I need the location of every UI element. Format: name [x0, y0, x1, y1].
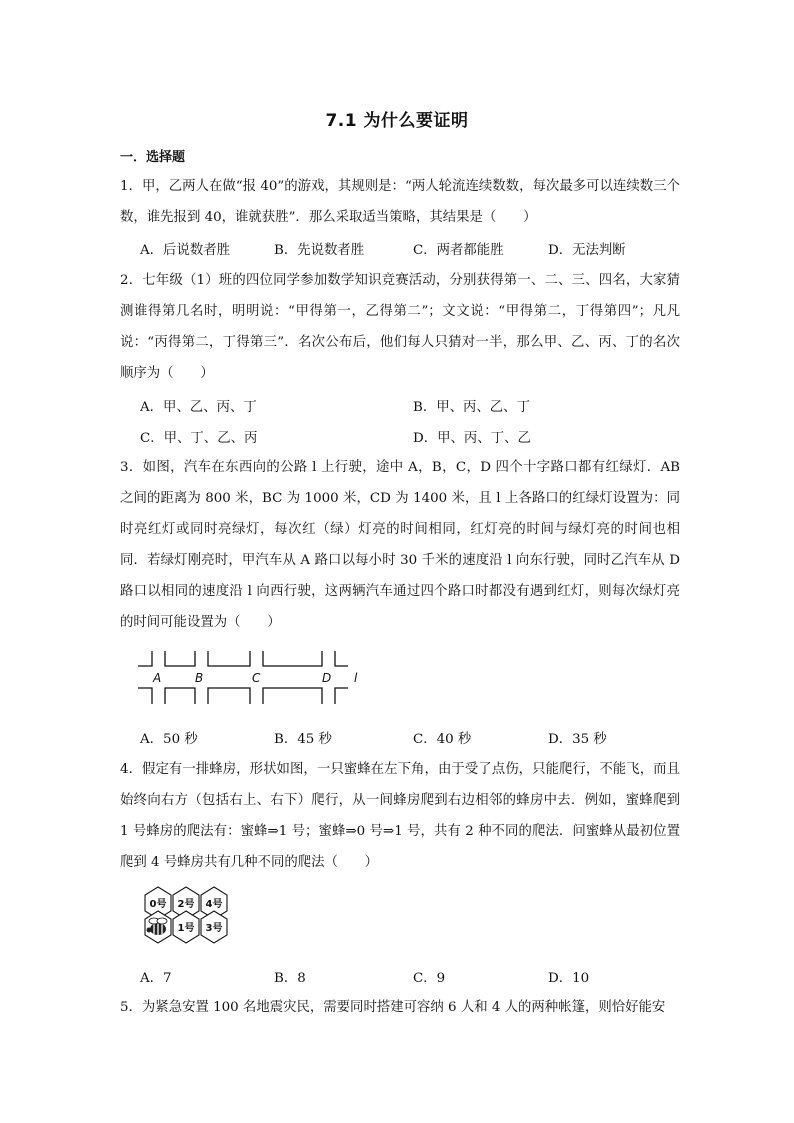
- option-c: C．两者都能胜: [413, 243, 504, 258]
- cell-3-label: 3号: [205, 923, 223, 934]
- section-heading: 一．选择题: [120, 150, 186, 165]
- question-5: 5．为紧急安置 100 名地震灾民，需要同时搭建可容纳 6 人和 4 人的两种帐篷，则恰好能安: [120, 1000, 666, 1015]
- page-title: 7.1 为什么要证明: [325, 111, 469, 131]
- option-b: B．先说数者胜: [274, 243, 365, 258]
- question-3-options: [140, 728, 700, 748]
- cell-2-label: 2号: [177, 899, 195, 910]
- option-c: C．40 秒: [413, 732, 472, 747]
- option-a: A．7: [140, 971, 172, 986]
- option-b: B．8: [274, 971, 306, 986]
- question-1: 1．甲，乙两人在做“报 40”的游戏，其规则是：“两人轮流连续数数，每次最多可以连续数三个数，谁先报到 40，谁就获胜”．那么采取适当策略，其结果是（ ）: [120, 179, 680, 225]
- question-4: 4．假定有一排蜂房，形状如图，一只蜜蜂在左下角，由于受了点伤，只能爬行，不能飞，而且始终向右方（包括右上、右下）爬行，从一间蜂房爬到右边相邻的蜂房中去．例如，蜜蜂爬到 1 号蜂房的爬法有：蜜蜂⇒1 号；蜜蜂⇒0 号⇒1 号，共有 2 种不同的爬法．问蜜蜂从最初位置爬到 4 号蜂房共有几种不同的爬法（ ）: [120, 762, 680, 870]
- cell-0-label: 0号: [149, 899, 167, 910]
- label-a: A: [153, 671, 162, 685]
- label-b: B: [195, 671, 204, 685]
- question-1-options: [140, 239, 700, 259]
- option-d: D．10: [548, 971, 590, 986]
- label-c: C: [252, 671, 261, 685]
- option-d: D．35 秒: [548, 732, 607, 747]
- option-d: D．甲、丙、丁、乙: [413, 431, 531, 446]
- question-2-options-row2: [140, 427, 700, 447]
- honeycomb-figure: [138, 877, 248, 957]
- question-4-options: [140, 967, 700, 987]
- question-2-options-row1: [140, 396, 700, 416]
- option-b: B．45 秒: [274, 732, 332, 747]
- cell-4-label: 4号: [205, 899, 223, 910]
- question-2: 2．七年级（1）班的四位同学参加数学知识竞赛活动，分别获得第一、二、三、四名，大家猜测谁得第几名时，明明说：“甲得第一，乙得第二”；文文说：“甲得第二，丁得第四”；凡凡说：“丙得第二，丁得第三”．名次公布后，他们每人只猜对一半，那么甲、乙、丙、丁的名次顺序为（ ）: [120, 273, 680, 381]
- cell-1-label: 1号: [177, 923, 195, 934]
- option-a: A．后说数者胜: [140, 243, 231, 258]
- question-3: 3．如图，汽车在东西向的公路 l 上行驶，途中 A，B，C，D 四个十字路口都有红绿灯．AB 之间的距离为 800 米，BC 为 1000 米，CD 为 1400 米，且 l 上各路口的红绿灯设置为：同时亮红灯或同时亮绿灯，每次红（绿）灯亮的时间相同，红灯亮的时间与绿灯亮的时间也相同．若绿灯刚亮时，甲汽车从 A 路口以每小时 30 千米的速度沿 l 向东行驶，同时乙汽车从 D 路口以相同的速度沿 l 向西行驶，这两辆汽车通过四个路口时都没有遇到红灯，则每次绿灯亮的时间可能设置为（ ）: [120, 460, 680, 630]
- option-c: C．甲、丁、乙、丙: [140, 431, 258, 446]
- label-l: l: [354, 671, 358, 685]
- option-a: A．50 秒: [140, 732, 198, 747]
- option-a: A．甲、乙、丙、丁: [140, 400, 257, 415]
- road-intersection-figure: [136, 646, 366, 708]
- label-d: D: [322, 671, 332, 685]
- option-b: B．甲、丙、乙、丁: [413, 400, 530, 415]
- option-d: D．无法判断: [548, 243, 626, 258]
- option-c: C．9: [413, 971, 446, 986]
